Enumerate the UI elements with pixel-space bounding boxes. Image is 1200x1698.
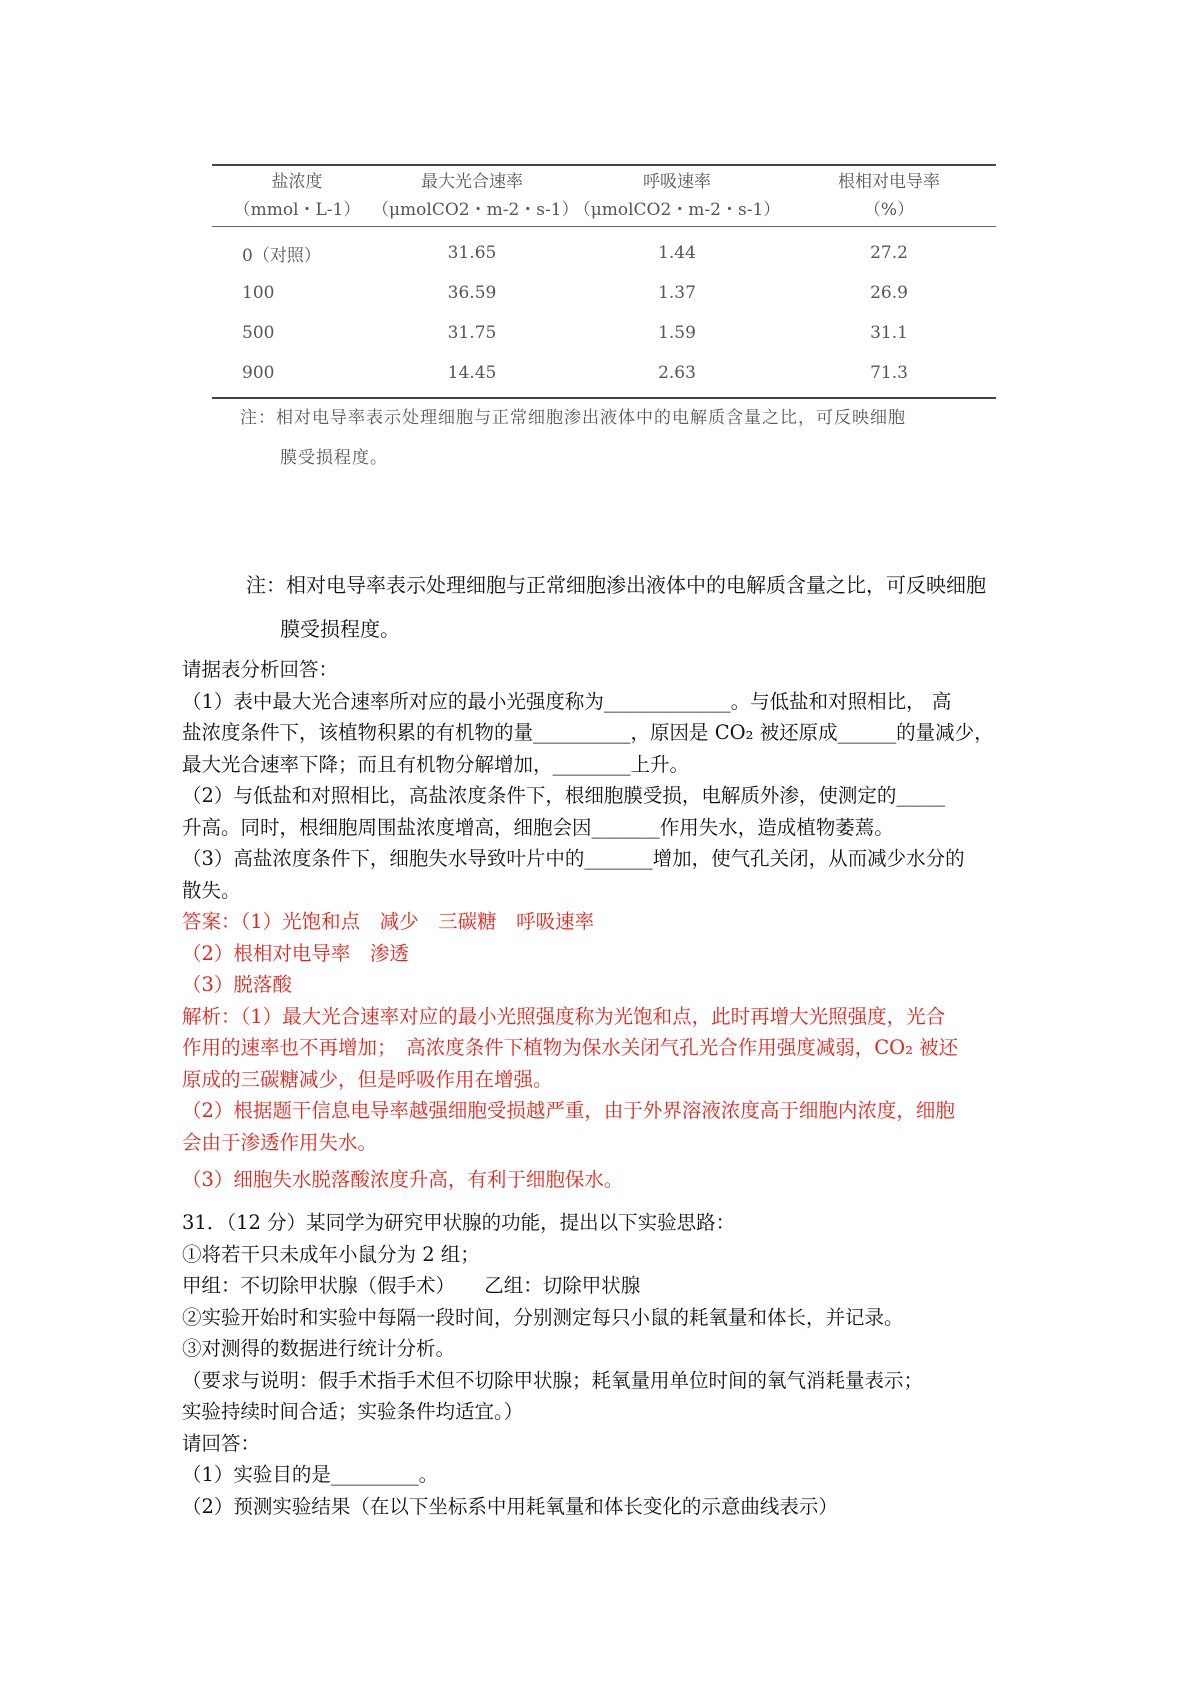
- table-row: [212, 233, 996, 273]
- answer-2: （2）根相对电导率 渗透: [182, 941, 409, 965]
- cell: 1.44: [658, 243, 696, 263]
- question-30: 请据表分析回答： （1）表中最大光合速率所对应的最小光强度称为_____________。与低盐和对照相比， 高 盐浓度条件下，该植物积累的有机物的量__________，原因是 CO₂ 被还原成______的量减少， 最大光合速率下降；而且有机物分解增加，________上升。 （2）与低盐和对照相比，高盐浓度条件下，根细胞膜受损，电解质外渗，使测定的_____ 升高。同时，根细胞周围盐浓度增高，细胞会因_______作用失水，造成植物萎蔫。 （3）高盐浓度条件下，细胞失水导致叶片中的_______增加，使气孔关闭，从而减少水分的 散失。 答案：（1）光饱和点 减少 三碳糖 呼吸速率 （2）根相对电导率 渗透 （3）脱落酸 解析：（1）最大光合速率对应的最小光照强度称为光饱和点，此时再增大光照强度，光合 作用的速率也不再增加； 高浓度条件下植物为保水关闭气孔光合作用强度减弱，CO₂ 被还 原成的三碳糖减少，但是呼吸作用在增强。 （2）根据题干信息电导率越强细胞受损越严重，由于外界溶液浓度高于细胞内浓度，细胞 会由于渗透作用失水。 （3）细胞失水脱落酸浓度升高，有利于细胞保水。: [182, 654, 1032, 1196]
- question-2: （2）与低盐和对照相比，高盐浓度条件下，根细胞膜受损，电解质外渗，使测定的_____: [182, 784, 946, 807]
- cell: 36.59: [447, 283, 497, 303]
- question-31: 31．（12 分）某同学为研究甲状腺的功能，提出以下实验思路： ①将若干只未成年小鼠分为 2 组； 甲组：不切除甲状腺（假手术） 乙组：切除甲状腺 ②实验开始时和实验中每隔一段时间，分别测定每只小鼠的耗氧量和体长，并记录。 ③对测得的数据进行统计分析。 （要求与说明：假手术指手术但不切除甲状腺；耗氧量用单位时间的氧气消耗量表示； 实验持续时间合适；实验条件均适宜。） 请回答： （1）实验目的是_________。 （2）预测实验结果（在以下坐标系中用耗氧量和体长变化的示意曲线表示）: [182, 1207, 1032, 1522]
- header-respiration: 呼吸速率 （μmolCO2・m-2・s-1）: [573, 172, 781, 220]
- cell: 100: [242, 283, 275, 303]
- cell: 71.3: [870, 363, 908, 383]
- explanation-2: （2）根据题干信息电导率越强细胞受损越严重，由于外界溶液浓度高于细胞内浓度，细胞: [182, 1099, 955, 1122]
- table-note: 注：相对电导率表示处理细胞与正常细胞渗出液体中的电解质含量之比，可反映细胞 膜受损程度。: [246, 573, 986, 641]
- cell: 26.9: [870, 283, 908, 303]
- cell: 31.65: [447, 243, 497, 263]
- cell: 2.63: [658, 363, 696, 383]
- table-body: [212, 227, 996, 397]
- question-1: （1）实验目的是_________。: [182, 1463, 439, 1486]
- prompt: 请据表分析回答：: [182, 658, 339, 681]
- cell: 900: [242, 363, 275, 383]
- answer-3: （3）脱落酸: [182, 973, 292, 996]
- data-table: [212, 164, 996, 399]
- table-row: [212, 273, 996, 313]
- header-max-photosynthesis: 最大光合速率 （μmolCO2・m-2・s-1）: [372, 172, 579, 220]
- answer-1: 答案：（1）光饱和点 减少 三碳糖 呼吸速率: [182, 910, 595, 933]
- cell: 14.45: [447, 363, 497, 383]
- table-row: [212, 353, 996, 393]
- question-2: （2）预测实验结果（在以下坐标系中用耗氧量和体长变化的示意曲线表示）: [182, 1494, 838, 1518]
- cell: 31.75: [447, 323, 497, 343]
- cell: 1.37: [658, 283, 696, 303]
- cell: 0（对照）: [242, 245, 321, 266]
- table-header: [212, 166, 996, 226]
- cell: 31.1: [870, 323, 908, 343]
- cell: 27.2: [870, 243, 908, 263]
- explanation-3: （3）细胞失水脱落酸浓度升高，有利于细胞保水。: [182, 1168, 624, 1191]
- table-row: [212, 313, 996, 353]
- question-title: 31．（12 分）某同学为研究甲状腺的功能，提出以下实验思路：: [182, 1211, 736, 1234]
- cell: 500: [242, 323, 275, 343]
- question-1: （1）表中最大光合速率所对应的最小光强度称为_____________。与低盐和对照相比， 高: [182, 689, 952, 713]
- header-salt: 盐浓度 （mmol・L-1）: [233, 172, 361, 220]
- question-3: （3）高盐浓度条件下，细胞失水导致叶片中的_______增加，使气孔关闭，从而减少水分的: [182, 847, 965, 870]
- cell: 1.59: [658, 323, 696, 343]
- table-image-note: 注：相对电导率表示处理细胞与正常细胞渗出液体中的电解质含量之比，可反映细胞 膜受损程度。: [240, 408, 906, 468]
- explanation-1: 解析：（1）最大光合速率对应的最小光照强度称为光饱和点，此时再增大光照强度，光合: [182, 1004, 946, 1028]
- header-conductivity: 根相对电导率 （%）: [838, 172, 940, 220]
